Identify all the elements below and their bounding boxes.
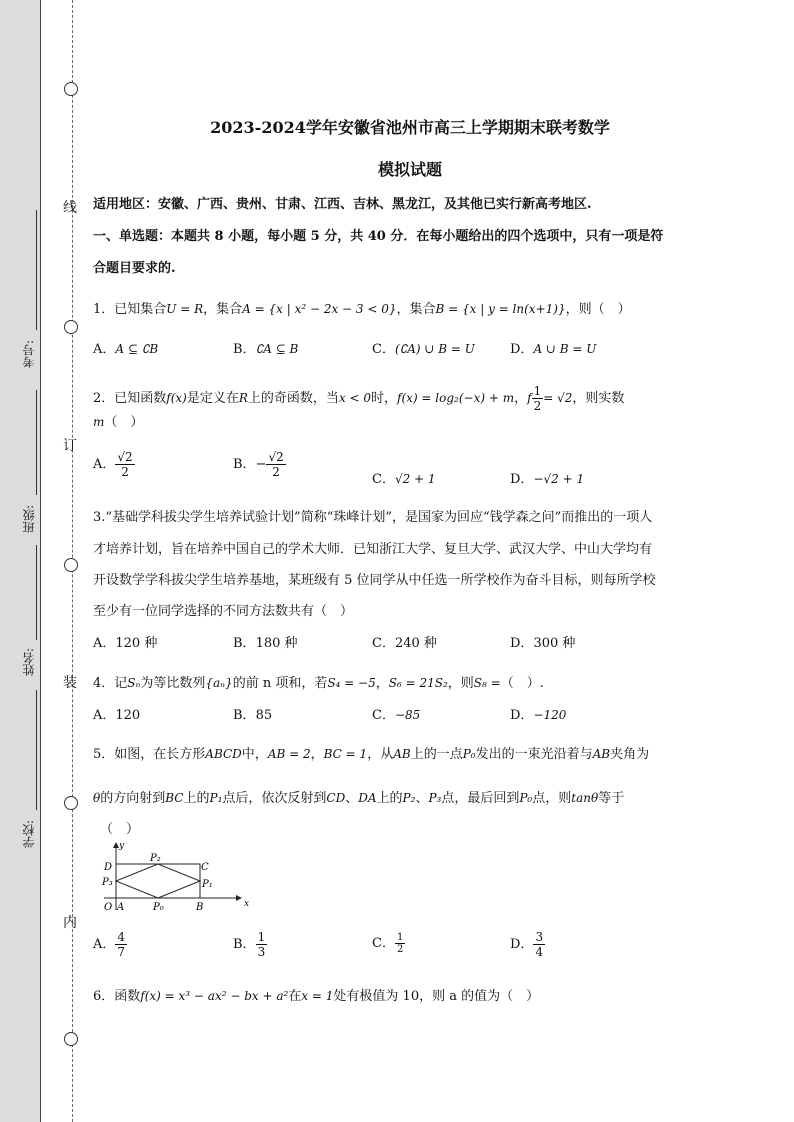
class-label: 班级: xyxy=(22,505,36,534)
binding-hole xyxy=(64,796,78,810)
label-p1: P₁ xyxy=(202,879,213,890)
cut-word: 线 xyxy=(63,200,77,216)
q1-text: ，则（ ） xyxy=(565,302,631,317)
light-path xyxy=(116,864,200,898)
question-5-line2: θ的方向射到BC上的P₁点后，依次反射到CD、DA上的P₂、P₃点，最后回到P₀点，则tanθ等于 xyxy=(93,791,625,806)
label-a: A xyxy=(117,902,125,913)
question-3-line: 开设数学学科拔尖学生培养基地，某班级有 5 位同学从中任选一所学校作为奋斗目标，则每所学校 xyxy=(93,573,656,588)
q5-option-a[interactable]: A． $\frac{4}{7}$ xyxy=(93,930,126,959)
q3-option-d[interactable]: D．300 种 xyxy=(510,636,576,651)
q4-option-d[interactable]: D．−120 xyxy=(510,708,567,723)
rectangle-abcd xyxy=(116,864,200,898)
q1-text: 1．已知集合 xyxy=(93,302,167,317)
question-5-line1: 5．如图，在长方形ABCD中，AB = 2，BC = 1，从AB上的一点P₀发出的一束光沿着与AB夹角为 xyxy=(93,747,650,762)
q1-set-u: U = R xyxy=(166,302,204,316)
label-p0: P₀ xyxy=(153,902,164,913)
q2-option-d[interactable]: D．−√2 + 1 xyxy=(510,472,585,487)
question-4: 4．记Sₙ为等比数列{aₙ}的前 n 项和，若S₄ = −5，S₆ = 21S₂，则S₈ =（ ）. xyxy=(93,676,544,691)
q4-option-b[interactable]: B．85 xyxy=(233,708,273,723)
section-heading: 一、单选题：本题共 8 小题，每小题 5 分，共 40 分．在每小题给出的四个选项中，只有一项是符 xyxy=(93,229,664,244)
intro-text: 适用地区：安徽、广西、贵州、甘肃、江西、吉林、黑龙江，及其他已实行新高考地区. xyxy=(93,197,592,212)
q1-text: ，集合 xyxy=(396,302,436,317)
page-title: 2023-2024学年安徽省池州市高三上学期期末联考数学 xyxy=(210,118,610,137)
name-label: 姓名: xyxy=(22,648,36,677)
binding-hole xyxy=(64,558,78,572)
label-o: O xyxy=(104,902,113,913)
q5-option-d[interactable]: D． $\frac{3}{4}$ xyxy=(510,930,544,959)
binding-hole xyxy=(64,320,78,334)
cut-word: 订 xyxy=(63,438,77,454)
q3-option-c[interactable]: C．240 种 xyxy=(372,636,437,651)
label-y: y xyxy=(119,841,125,851)
q1-option-b[interactable]: B．∁A ⊆ B xyxy=(233,342,299,357)
cut-word: 装 xyxy=(63,675,77,691)
section-heading-cont: 合题目要求的. xyxy=(93,261,176,276)
question-3-line: 才培养计划，旨在培养中国自己的学术大师．已知浙江大学、复旦大学、武汉大学、中山大学均有 xyxy=(93,542,653,557)
binding-margin xyxy=(0,0,41,1122)
q1-option-d[interactable]: D．A ∪ B = U xyxy=(510,342,597,357)
exam-number-field[interactable] xyxy=(36,210,37,330)
x-axis-arrow xyxy=(236,895,242,901)
school-label: 学校: xyxy=(22,820,36,849)
q2-option-a[interactable]: A． $\frac{√2}{2}$ xyxy=(93,450,133,479)
q3-option-a[interactable]: A．120 种 xyxy=(93,636,158,651)
label-c: C xyxy=(201,862,209,873)
question-2-cont: m（ ） xyxy=(93,415,144,430)
label-b: B xyxy=(196,902,204,913)
q2-option-b[interactable]: B．− $\frac{√2}{2}$ xyxy=(233,450,284,479)
binding-hole xyxy=(64,1032,78,1046)
q5-option-c[interactable]: C． $\frac{1}{2}$ xyxy=(372,932,404,955)
question-6: 6．函数f(x) = x³ − ax² − bx + a²在x = 1处有极值为 10，则 a 的值为（ ） xyxy=(93,989,540,1004)
q1-option-a[interactable]: A．A ⊆ ∁B xyxy=(93,342,159,357)
q1-set-b: B = {x | y = ln(x+1)} xyxy=(435,302,566,316)
school-field[interactable] xyxy=(36,690,37,810)
question-2: 2．已知函数f(x)是定义在R上的奇函数，当x < 0时，f(x) = log₂(−x) + m，f $\frac{1}{2}$ = √2，则实数 xyxy=(93,384,625,413)
q4-option-c[interactable]: C．−85 xyxy=(372,708,421,723)
q5-figure xyxy=(96,840,250,915)
q3-option-b[interactable]: B．180 种 xyxy=(233,636,298,651)
binding-hole xyxy=(64,82,78,96)
exam-number-label: 考号: xyxy=(22,340,36,369)
q4-option-a[interactable]: A．120 xyxy=(93,708,141,723)
class-field[interactable] xyxy=(36,390,37,495)
label-d: D xyxy=(104,862,113,873)
q2-option-c[interactable]: C．√2 + 1 xyxy=(372,472,436,487)
q1-text: ，集合 xyxy=(203,302,243,317)
label-p3: P₃ xyxy=(102,877,113,888)
cut-word: 内 xyxy=(63,915,77,931)
q1-set-a: A = {x | x² − 2x − 3 < 0} xyxy=(242,302,397,316)
question-3-line: 3.“基础学科拔尖学生培养试验计划”简称“珠峰计划”，是国家为回应“钱学森之问”而推出的一项人 xyxy=(93,510,653,525)
q5-option-b[interactable]: B． $\frac{1}{3}$ xyxy=(233,930,266,959)
label-p2: P₂ xyxy=(150,853,161,864)
name-field[interactable] xyxy=(36,545,37,640)
question-5-line3: （ ） xyxy=(100,822,140,837)
label-x: x xyxy=(244,899,250,909)
question-3-line: 至少有一位同学选择的不同方法数共有（ ） xyxy=(93,604,354,619)
question-1 xyxy=(93,298,631,317)
page-subtitle: 模拟试题 xyxy=(377,160,442,179)
q1-option-c[interactable]: C．(∁A) ∪ B = U xyxy=(372,342,475,357)
